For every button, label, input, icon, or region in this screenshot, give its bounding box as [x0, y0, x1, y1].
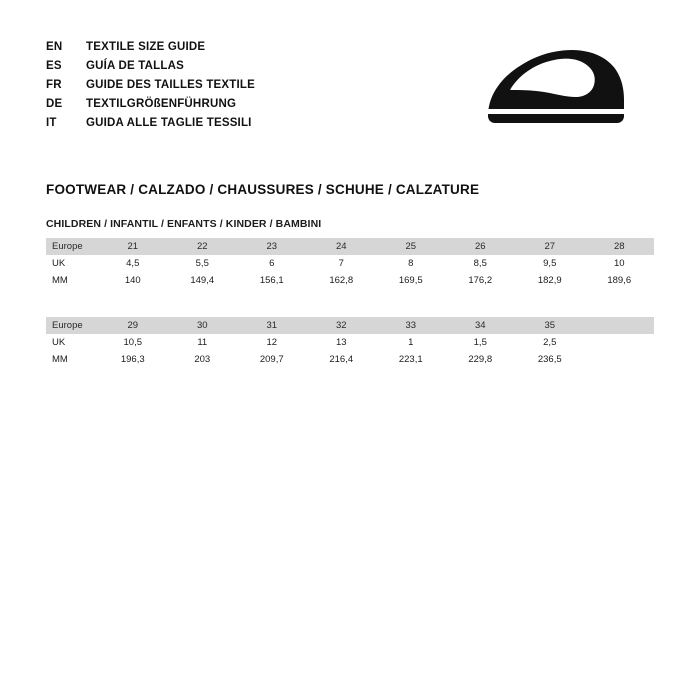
cell-mm-5: 176,2 — [446, 272, 516, 289]
cell-europe-2: 31 — [237, 317, 307, 334]
cell-mm-2: 156,1 — [237, 272, 307, 289]
row-label-europe: Europe — [46, 238, 98, 255]
language-row-de — [46, 95, 376, 114]
cell-uk-7 — [585, 334, 655, 351]
cell-mm-7: 189,6 — [585, 272, 655, 289]
row-label-uk: UK — [46, 334, 98, 351]
cell-uk-3: 13 — [307, 334, 377, 351]
language-code-de: DE — [46, 98, 63, 110]
cell-europe-5: 34 — [446, 317, 516, 334]
cell-uk-4: 8 — [376, 255, 446, 272]
language-title-es: GUÍA DE TALLAS — [86, 60, 184, 72]
cell-mm-6: 182,9 — [515, 272, 585, 289]
table-row — [46, 255, 654, 272]
table-row — [46, 272, 654, 289]
cell-europe-5: 26 — [446, 238, 516, 255]
language-row-it — [46, 114, 376, 133]
cell-mm-3: 162,8 — [307, 272, 377, 289]
cell-uk-2: 6 — [237, 255, 307, 272]
language-title-fr: GUIDE DES TAILLES TEXTILE — [86, 79, 255, 91]
language-list — [46, 38, 376, 133]
language-code-fr: FR — [46, 79, 62, 91]
cell-europe-0: 29 — [98, 317, 168, 334]
size-table-children-1 — [46, 238, 654, 289]
cell-uk-7: 10 — [585, 255, 655, 272]
section-title: CHILDREN / INFANTIL / ENFANTS / KINDER / BAMBINI — [46, 218, 322, 230]
cell-europe-0: 21 — [98, 238, 168, 255]
language-code-it: IT — [46, 117, 57, 129]
language-row-en — [46, 38, 376, 57]
cell-uk-6: 9,5 — [515, 255, 585, 272]
cell-uk-6: 2,5 — [515, 334, 585, 351]
cell-uk-4: 1 — [376, 334, 446, 351]
cell-mm-4: 169,5 — [376, 272, 446, 289]
table-row — [46, 238, 654, 255]
language-title-en: TEXTILE SIZE GUIDE — [86, 41, 206, 53]
cell-mm-3: 216,4 — [307, 351, 377, 368]
page-title: FOOTWEAR / CALZADO / CHAUSSURES / SCHUHE / CALZATURE — [46, 182, 480, 197]
cell-europe-7 — [585, 317, 655, 334]
cell-mm-1: 203 — [168, 351, 238, 368]
row-label-uk: UK — [46, 255, 98, 272]
cell-mm-6: 236,5 — [515, 351, 585, 368]
cell-mm-1: 149,4 — [168, 272, 238, 289]
language-row-es — [46, 57, 376, 76]
slipper-icon — [480, 42, 630, 132]
cell-europe-6: 27 — [515, 238, 585, 255]
table-row — [46, 351, 654, 368]
cell-europe-2: 23 — [237, 238, 307, 255]
cell-europe-4: 25 — [376, 238, 446, 255]
cell-europe-3: 24 — [307, 238, 377, 255]
row-label-mm: MM — [46, 272, 98, 289]
language-title-de: TEXTILGRÖßENFÜHRUNG — [86, 98, 237, 110]
cell-mm-4: 223,1 — [376, 351, 446, 368]
cell-mm-5: 229,8 — [446, 351, 516, 368]
cell-europe-3: 32 — [307, 317, 377, 334]
cell-mm-2: 209,7 — [237, 351, 307, 368]
cell-uk-1: 11 — [168, 334, 238, 351]
language-code-en: EN — [46, 41, 63, 53]
cell-mm-0: 140 — [98, 272, 168, 289]
cell-europe-6: 35 — [515, 317, 585, 334]
cell-uk-1: 5,5 — [168, 255, 238, 272]
row-label-mm: MM — [46, 351, 98, 368]
row-label-europe: Europe — [46, 317, 98, 334]
cell-uk-3: 7 — [307, 255, 377, 272]
cell-europe-4: 33 — [376, 317, 446, 334]
cell-mm-0: 196,3 — [98, 351, 168, 368]
cell-uk-2: 12 — [237, 334, 307, 351]
size-table-children-2 — [46, 317, 654, 368]
cell-mm-7 — [585, 351, 655, 368]
language-code-es: ES — [46, 60, 62, 72]
table-row — [46, 317, 654, 334]
cell-europe-1: 30 — [168, 317, 238, 334]
cell-uk-5: 1,5 — [446, 334, 516, 351]
cell-europe-1: 22 — [168, 238, 238, 255]
cell-uk-0: 10,5 — [98, 334, 168, 351]
cell-europe-7: 28 — [585, 238, 655, 255]
cell-uk-5: 8,5 — [446, 255, 516, 272]
language-row-fr — [46, 76, 376, 95]
language-title-it: GUIDA ALLE TAGLIE TESSILI — [86, 117, 252, 129]
table-row — [46, 334, 654, 351]
cell-uk-0: 4,5 — [98, 255, 168, 272]
